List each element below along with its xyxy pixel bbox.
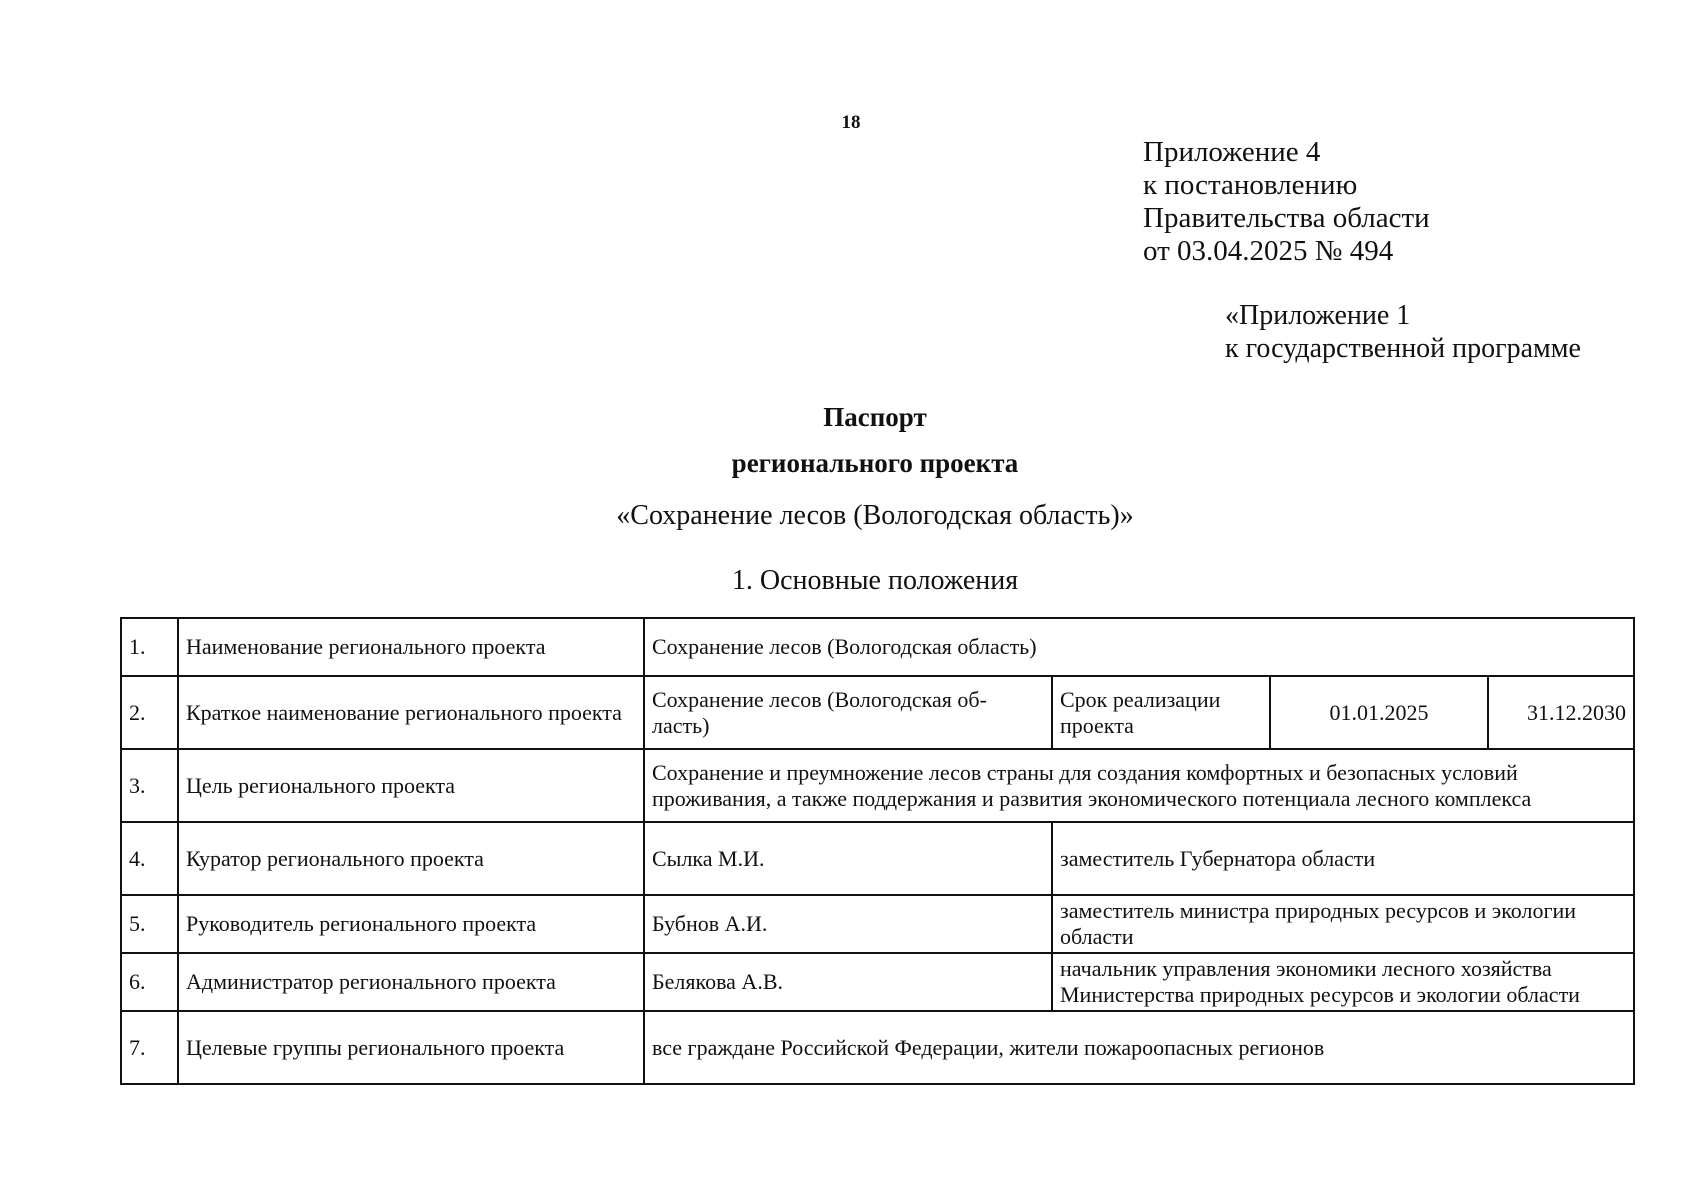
table-row <box>121 895 1634 953</box>
person-name: Белякова А.В. <box>644 953 1052 1011</box>
row-value: Сохранение лесов (Вологодская об-ласть) <box>644 676 1052 749</box>
end-date: 31.12.2030 <box>1488 676 1634 749</box>
person-name: Бубнов А.И. <box>644 895 1052 953</box>
program-appendix-line: к государственной программе <box>1225 333 1581 364</box>
row-label: Администратор регионального проекта <box>178 953 644 1011</box>
table-row <box>121 822 1634 895</box>
table-row <box>121 1011 1634 1084</box>
row-number: 2. <box>121 676 178 749</box>
table-row <box>121 749 1634 822</box>
table-row <box>121 953 1634 1011</box>
row-number: 7. <box>121 1011 178 1084</box>
section-title: 1. Основные положения <box>731 565 1019 596</box>
page-number: 18 <box>841 112 861 133</box>
row-number: 4. <box>121 822 178 895</box>
project-name-title: «Сохранение лесов (Вологодская область)» <box>616 500 1134 531</box>
appendix-line: от 03.04.2025 № 494 <box>1143 235 1394 267</box>
appendix-line: Приложение 4 <box>1143 136 1321 168</box>
row-number: 5. <box>121 895 178 953</box>
program-appendix-line: «Приложение 1 <box>1225 300 1411 331</box>
period-label: Срок реализации проекта <box>1052 676 1270 749</box>
person-position: заместитель Губернатора области <box>1052 822 1634 895</box>
document-title: Паспорт <box>823 402 927 432</box>
person-name: Сылка М.И. <box>644 822 1052 895</box>
row-label: Наименование регионального проекта <box>178 618 644 676</box>
row-number: 6. <box>121 953 178 1011</box>
passport-table <box>120 617 1635 1085</box>
table-row <box>121 676 1634 749</box>
row-label: Руководитель регионального проекта <box>178 895 644 953</box>
row-label: Цель регионального проекта <box>178 749 644 822</box>
row-label: Куратор регионального проекта <box>178 822 644 895</box>
row-value: Сохранение лесов (Вологодская область) <box>644 618 1634 676</box>
appendix-line: к постановлению <box>1143 169 1358 201</box>
program-appendix-block <box>1225 299 1581 365</box>
row-label: Целевые группы регионального проекта <box>178 1011 644 1084</box>
appendix-block <box>1143 136 1430 268</box>
person-position: заместитель министра природных ресурсов и экологии области <box>1052 895 1634 953</box>
row-label: Краткое наименование регионального проекта <box>178 676 644 749</box>
table-row <box>121 618 1634 676</box>
appendix-line: Правительства области <box>1143 202 1430 234</box>
start-date: 01.01.2025 <box>1270 676 1488 749</box>
person-position: начальник управления экономики лесного хозяйства Министерства природных ресурсов и экологии области <box>1052 953 1634 1011</box>
row-value: все граждане Российской Федерации, жители пожароопасных регионов <box>644 1011 1634 1084</box>
row-number: 1. <box>121 618 178 676</box>
document-subtitle: регионального проекта <box>731 448 1019 478</box>
row-number: 3. <box>121 749 178 822</box>
row-value: Сохранение и преумножение лесов страны для создания комфортных и безопасных условий проживания, а также поддержания и развития экономического потенциала лесного комплекса <box>644 749 1634 822</box>
